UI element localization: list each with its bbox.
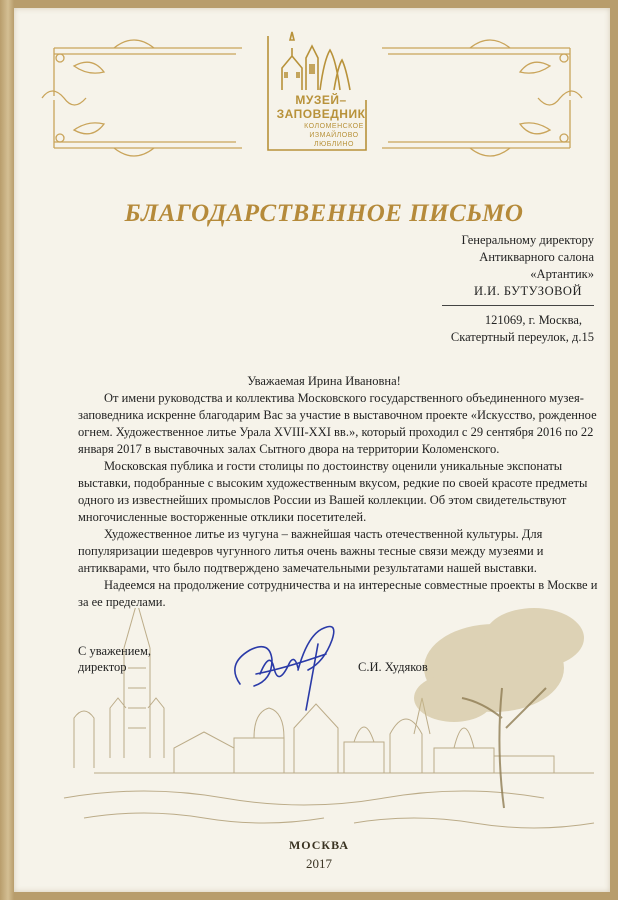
greeting: Уважаемая Ирина Ивановна!: [247, 374, 401, 388]
addressee-name: И.И. БУТУЗОВОЙ: [473, 284, 582, 298]
address-divider: [442, 305, 594, 306]
address-line1: 121069, г. Москва,: [484, 313, 582, 327]
paragraph-4: Надеемся на продолжение сотрудничества и на интересные совместные проекты в Москве и за ее пределами.: [78, 578, 598, 609]
logo-subtitle-line2: ИЗМАЙЛОВО: [309, 132, 359, 139]
handwritten-signature: [220, 614, 360, 714]
paragraph-3: Художественное литье из чугуна – важнейшая часть отечественной культуры. Для популяризации шедевров чугунного литья очень важны тесные связи между музеями и антикварами, что было подтверждено замечательными результатами нашей выставки.: [78, 527, 544, 575]
addressee-line1: Генеральному директору: [461, 233, 594, 247]
footer-city: МОСКВА: [288, 838, 350, 852]
letter-sheet: [14, 8, 610, 892]
logo-title-line1: МУЗЕЙ–: [295, 93, 347, 107]
paragraph-2: Московская публика и гости столицы по достоинству оценили уникальные экспонаты выставки, подобранные с высоким художественным вкусом, редкие по своей красоте предметы одного из известнейших промыслов России из Вашей коллекции. Об этом свидетельствуют многочисленные восторженные отклики посетителей.: [78, 459, 588, 524]
letter-heading: БЛАГОДАРСТВЕННОЕ ПИСЬМО: [124, 200, 524, 227]
signer-title: директор: [78, 660, 127, 674]
letter-body: [78, 390, 598, 611]
logo-subtitle-line1: КОЛОМЕНСКОЕ: [304, 123, 364, 130]
closing-phrase: С уважением,: [78, 644, 151, 658]
logo-subtitle-line3: ЛЮБЛИНО: [314, 141, 354, 148]
addressee-line2: Антикварного салона: [479, 250, 594, 264]
footer-year: 2017: [306, 856, 332, 871]
addressee-line3: «Артантик»: [530, 267, 594, 281]
address-line2: Скатертный переулок, д.15: [450, 330, 594, 344]
signer-name: С.И. Худяков: [358, 660, 428, 674]
paragraph-1: От имени руководства и коллектива Московского государственного объединенного музея-заповедника искренне благодарим Вас за участие в выставочном проекте «Искусство, рожденное огнем. Художественное литье Урала XVIII-XXI вв.», который проходил с 29 сентября 2016 по 22 января 2017 в выставочных залах Сытного двора на территории Коломенского.: [78, 391, 597, 456]
logo-title-line2: ЗАПОВЕДНИК: [276, 107, 366, 121]
